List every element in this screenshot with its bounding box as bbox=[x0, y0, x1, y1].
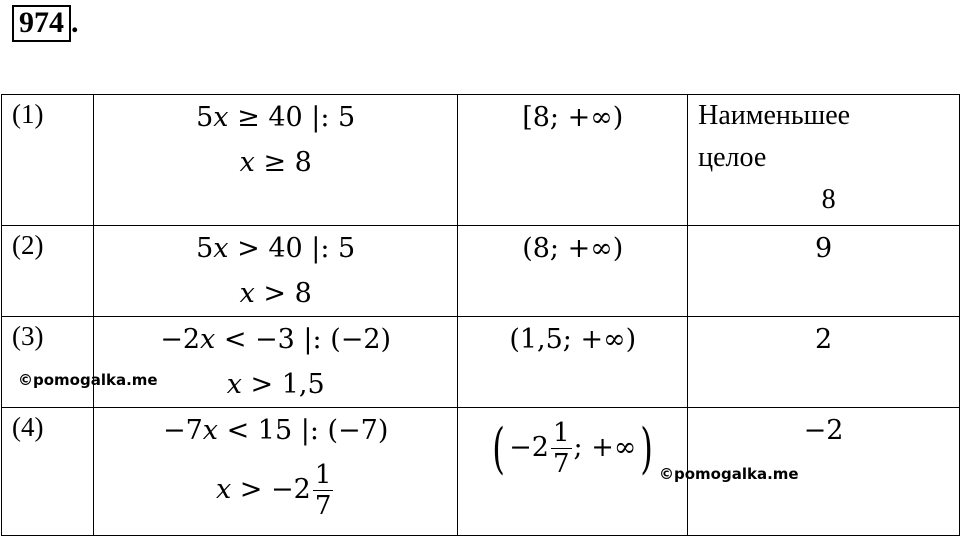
inequality-line: 5𝑥 ≥ 40 |: 5 bbox=[196, 102, 356, 133]
interval-cell bbox=[458, 408, 688, 536]
row-number: (2) bbox=[2, 226, 94, 317]
result-cell bbox=[688, 95, 960, 226]
interval-value: (8; +∞) bbox=[522, 233, 624, 264]
left-paren: ( bbox=[492, 416, 505, 480]
interval-text: −2 bbox=[509, 432, 549, 463]
result-text: Наименьшее bbox=[698, 100, 851, 131]
fraction-numerator: 1 bbox=[314, 460, 332, 490]
table-row bbox=[2, 226, 960, 317]
inequality-line bbox=[94, 453, 457, 527]
interval-value: (1,5; +∞) bbox=[509, 324, 637, 355]
problem-number-box: 974 bbox=[12, 5, 71, 42]
inequality-line: 𝑥 > 8 bbox=[239, 278, 312, 309]
inequality-line: −2𝑥 < −3 |: (−2) bbox=[160, 324, 392, 355]
right-paren: ) bbox=[640, 416, 654, 480]
fraction-numerator: 1 bbox=[552, 418, 570, 448]
result-value: 9 bbox=[814, 233, 833, 264]
inequality-line: −7𝑥 < 15 |: (−7) bbox=[162, 415, 389, 446]
table-row bbox=[2, 317, 960, 408]
problem-number-dot: . bbox=[71, 6, 79, 39]
inequality-line: 5𝑥 > 40 |: 5 bbox=[196, 233, 356, 264]
inequality-cell bbox=[94, 95, 458, 226]
interval-text: ; +∞ bbox=[573, 432, 637, 463]
solution-table bbox=[1, 94, 960, 536]
interval-cell bbox=[458, 95, 688, 226]
interval-cell bbox=[458, 317, 688, 408]
interval-cell bbox=[458, 226, 688, 317]
inequality-cell bbox=[94, 226, 458, 317]
row-number: (1) bbox=[2, 95, 94, 226]
inequality-cell bbox=[94, 317, 458, 408]
row-number: (3) bbox=[2, 317, 94, 408]
watermark: ©pomogalka.me bbox=[659, 465, 799, 483]
table-row bbox=[2, 95, 960, 226]
fraction bbox=[313, 462, 334, 519]
row-number: (4) bbox=[2, 408, 94, 536]
result-value: 2 bbox=[814, 324, 833, 355]
result-value: −2 bbox=[803, 415, 844, 446]
inequality-cell bbox=[94, 408, 458, 536]
result-cell bbox=[688, 317, 960, 408]
inequality-line: 𝑥 ≥ 8 bbox=[239, 147, 312, 178]
result-text: целое bbox=[698, 142, 767, 173]
inequality-text: 𝑥 > −2 bbox=[215, 474, 311, 505]
watermark: ©pomogalka.me bbox=[18, 371, 158, 389]
table-row bbox=[2, 408, 960, 536]
result-cell bbox=[688, 226, 960, 317]
fraction-denominator: 7 bbox=[552, 449, 570, 479]
fraction-denominator: 7 bbox=[314, 491, 332, 521]
problem-number bbox=[12, 5, 79, 42]
interval-value: [8; +∞) bbox=[522, 102, 624, 133]
fraction bbox=[551, 420, 572, 477]
inequality-line: 𝑥 > 1,5 bbox=[226, 369, 325, 400]
result-value: 8 bbox=[821, 184, 836, 215]
interval-value bbox=[458, 408, 687, 488]
